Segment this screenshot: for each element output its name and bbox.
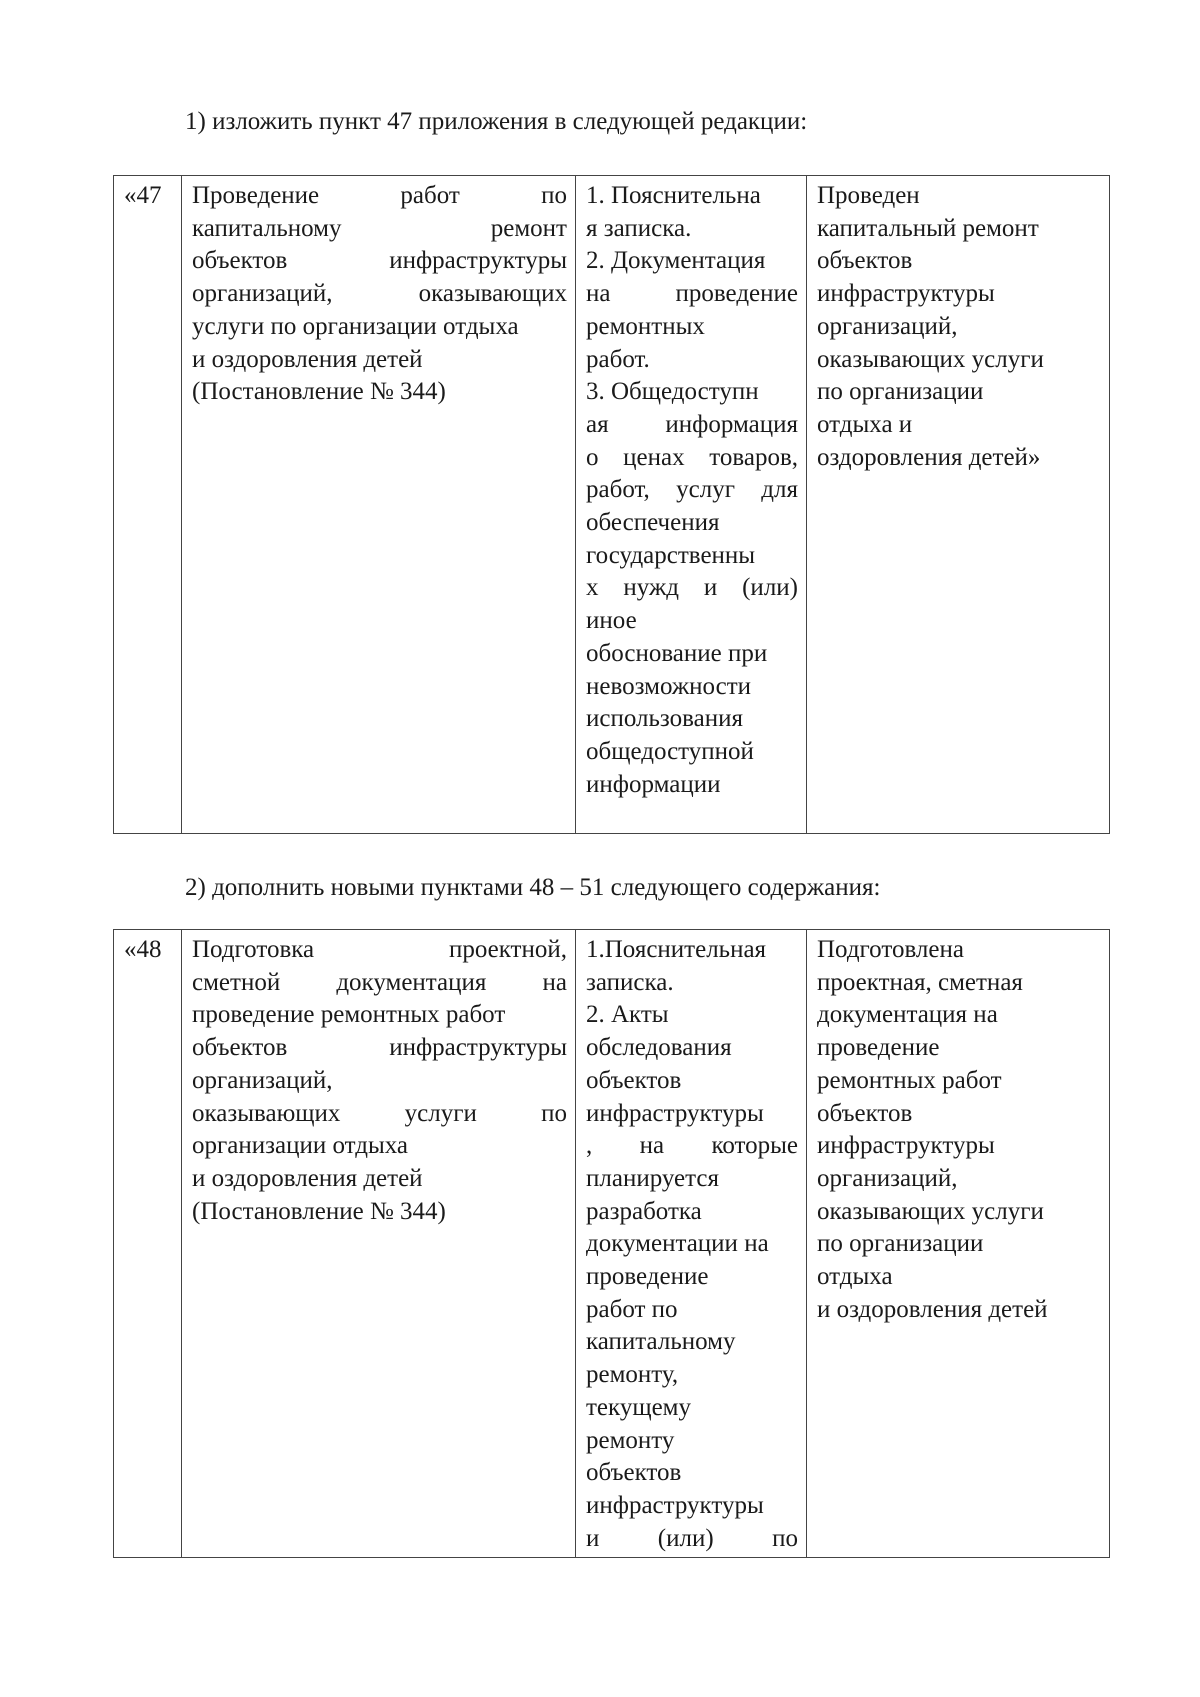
documents-line: общедоступной — [586, 737, 754, 765]
description-line: (Постановление № 344) — [192, 378, 446, 406]
result-line: и оздоровления детей — [817, 1295, 1048, 1323]
documents-cell — [576, 176, 807, 834]
documents-line: работ по — [586, 1295, 678, 1323]
result-cell — [807, 176, 1110, 834]
documents-line: 3. Общедоступн — [586, 378, 759, 406]
documents-line: обоснование при — [586, 639, 768, 667]
result-line: документация на — [817, 1001, 998, 1029]
documents-line: планируется — [586, 1164, 719, 1192]
documents-line: капитальному — [586, 1328, 736, 1356]
description-line: (Постановление № 344) — [192, 1197, 446, 1225]
result-line: инфраструктуры — [817, 280, 995, 308]
documents-line: разработка — [586, 1197, 702, 1225]
documents-line: на проведение — [586, 280, 798, 308]
documents-line: государственны — [586, 541, 756, 569]
description-cell — [182, 930, 576, 1558]
item-number: «47 — [124, 182, 162, 209]
documents-line: 2. Документация — [586, 247, 766, 275]
documents-line: о ценах товаров, — [586, 443, 798, 471]
documents-line: , на которые — [586, 1132, 798, 1160]
result-line: Подготовлена — [817, 936, 964, 963]
documents-line: работ. — [586, 345, 650, 373]
documents-line: ремонту — [586, 1426, 675, 1454]
documents-line: ремонтных — [586, 312, 705, 340]
documents-line: инфраструктуры — [586, 1099, 764, 1127]
documents-line: инфраструктуры — [586, 1491, 764, 1519]
documents-line: я записка. — [586, 214, 692, 242]
result-line: оздоровления детей» — [817, 443, 1041, 471]
result-line: оказывающих услуги — [817, 345, 1044, 373]
documents-line: 2. Акты — [586, 1001, 669, 1029]
result-line: проведение — [817, 1034, 940, 1062]
description-line: капитальному ремонт — [192, 214, 567, 242]
documents-line: проведение — [586, 1263, 709, 1291]
documents-line: использования — [586, 705, 743, 733]
result-line: объектов — [817, 1099, 913, 1127]
result-line: оказывающих услуги — [817, 1197, 1044, 1225]
result-line: организаций, — [817, 1164, 958, 1192]
documents-line: иное — [586, 607, 637, 635]
item-number-cell — [114, 930, 182, 1558]
result-line: проектная, сметная — [817, 968, 1023, 996]
description-line: проведение ремонтных работ — [192, 1001, 506, 1029]
result-line: отдыха и — [817, 410, 913, 438]
documents-cell — [576, 930, 807, 1558]
item-number: «48 — [124, 936, 162, 963]
documents-line: объектов — [586, 1066, 682, 1094]
table-row — [114, 930, 1110, 1558]
documents-line: информации — [586, 770, 721, 798]
documents-line: 1. Пояснительна — [586, 182, 761, 209]
description-line: услуги по организации отдыха — [192, 312, 519, 340]
result-line: отдыха — [817, 1263, 893, 1291]
documents-line: обеспечения — [586, 509, 720, 537]
documents-line: текущему — [586, 1393, 691, 1421]
description-line: и оздоровления детей — [192, 345, 423, 373]
result-line: капитальный ремонт — [817, 214, 1039, 242]
description-line: оказывающих услуги по — [192, 1099, 567, 1127]
documents-line: ремонту, — [586, 1361, 679, 1389]
documents-line: х нужд и (или) — [586, 574, 798, 602]
description-line: Проведение работ по — [192, 182, 567, 209]
table-row — [114, 176, 1110, 834]
documents-line: документации на — [586, 1230, 769, 1258]
documents-line: записка. — [586, 968, 674, 996]
section-heading-1: 1) изложить пункт 47 приложения в следующей редакции: — [185, 108, 808, 135]
description-line: Подготовка проектной, — [192, 936, 567, 963]
item-number-cell — [114, 176, 182, 834]
documents-line: 1.Пояснительная — [586, 936, 767, 963]
result-line: инфраструктуры — [817, 1132, 995, 1160]
description-line: объектов инфраструктуры — [192, 247, 567, 275]
item-47-table — [113, 175, 1110, 834]
documents-line: ая информация — [586, 410, 798, 438]
documents-line: невозможности — [586, 672, 752, 700]
documents-line: обследования — [586, 1034, 732, 1062]
item-48-table — [113, 929, 1110, 1558]
documents-line: и (или) по — [586, 1524, 798, 1552]
description-line: и оздоровления детей — [192, 1164, 423, 1192]
description-line: организаций, — [192, 1066, 333, 1094]
result-line: ремонтных работ — [817, 1066, 1002, 1094]
result-line: организаций, — [817, 312, 958, 340]
documents-line: объектов — [586, 1459, 682, 1487]
description-line: организации отдыха — [192, 1132, 409, 1160]
result-line: по организации — [817, 1230, 984, 1258]
result-line: Проведен — [817, 182, 920, 209]
result-line: по организации — [817, 378, 984, 406]
result-line: объектов — [817, 247, 913, 275]
description-line: объектов инфраструктуры — [192, 1034, 567, 1062]
description-cell — [182, 176, 576, 834]
description-line: сметной документация на — [192, 968, 567, 996]
result-cell — [807, 930, 1110, 1558]
documents-line: работ, услуг для — [586, 476, 798, 504]
section-heading-2: 2) дополнить новыми пунктами 48 – 51 следующего содержания: — [185, 874, 881, 901]
description-line: организаций, оказывающих — [192, 280, 567, 308]
